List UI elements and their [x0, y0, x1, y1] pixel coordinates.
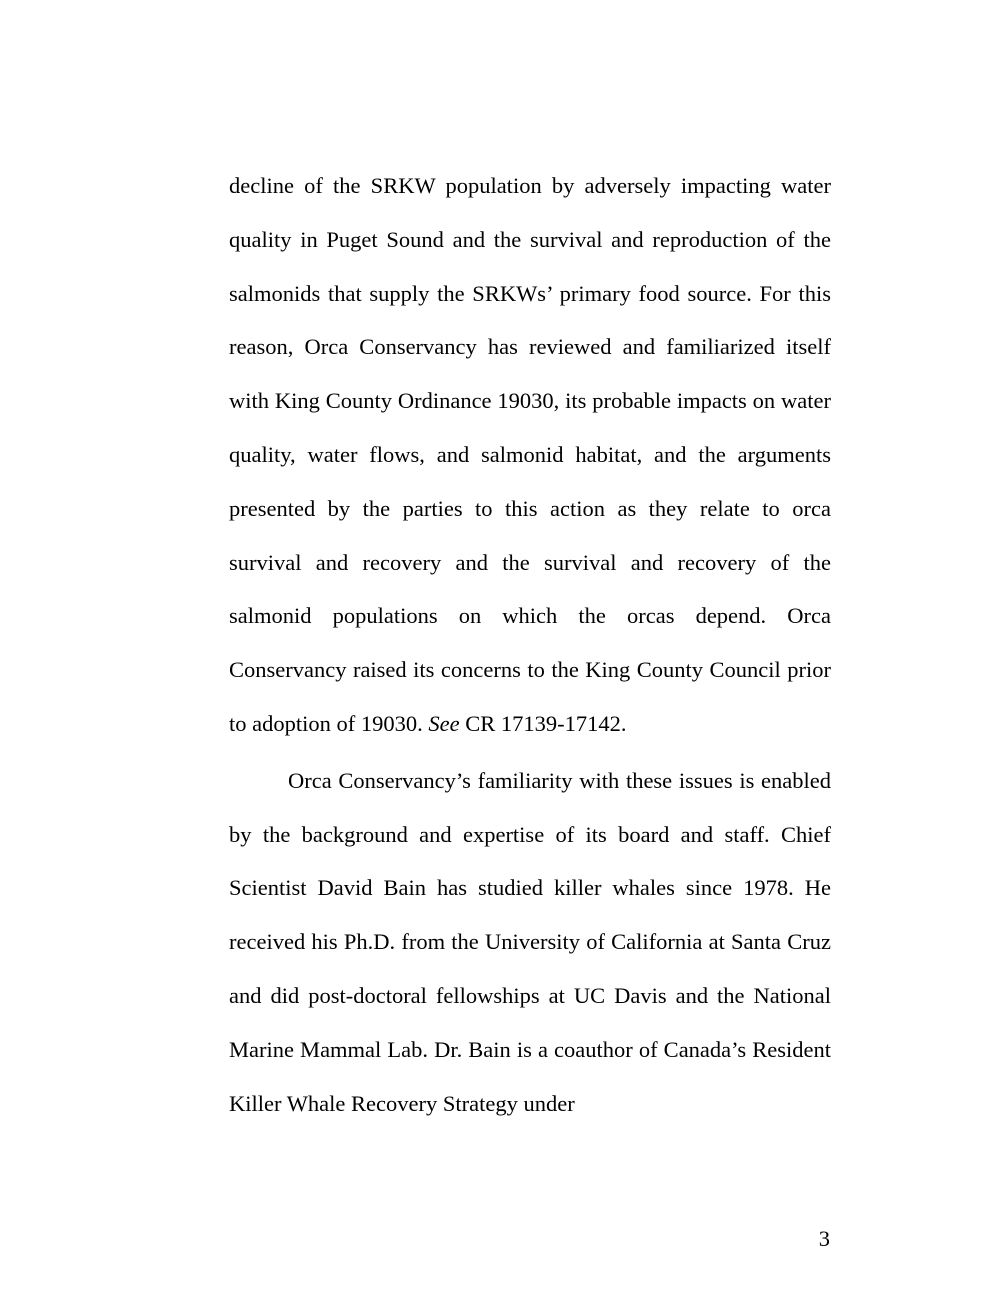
paragraph-1-text: decline of the SRKW population by adversely impacting water quality in Puget Sound and the survival and reproduction of the salmonids that supply the SRKWs’ primary food source. For this reason, Orca Conservancy has reviewed and familiarized itself with King County Ordinance 19030, its probable impacts on water quality, water flows, and salmonid habitat, and the arguments presented by the parties to this action as they relate to orca survival and recovery and the survival and recovery of the salmonid populations on which the orcas depend. Orca Conservancy raised its concerns to the King County Council prior to adoption of 19030. [229, 173, 831, 736]
citation-signal-see: See [428, 710, 460, 736]
citation-record-range: CR 17139-17142. [459, 710, 627, 736]
body-text [229, 159, 831, 1130]
paragraph-srkw-decline [229, 159, 831, 751]
paragraph-2-text: Orca Conservancy’s familiarity with these issues is enabled by the background and expertise of its board and staff. Chief Scientist David Bain has studied killer whales since 1978. He received his Ph.D. from the University of California at Santa Cruz and did post-doctoral fellowships at UC Davis and the National Marine Mammal Lab. Dr. Bain is a coauthor of Canada’s Resident Killer Whale Recovery Strategy under [229, 767, 831, 1116]
page-number: 3 [818, 1226, 830, 1251]
paragraph-expertise [229, 754, 831, 1131]
